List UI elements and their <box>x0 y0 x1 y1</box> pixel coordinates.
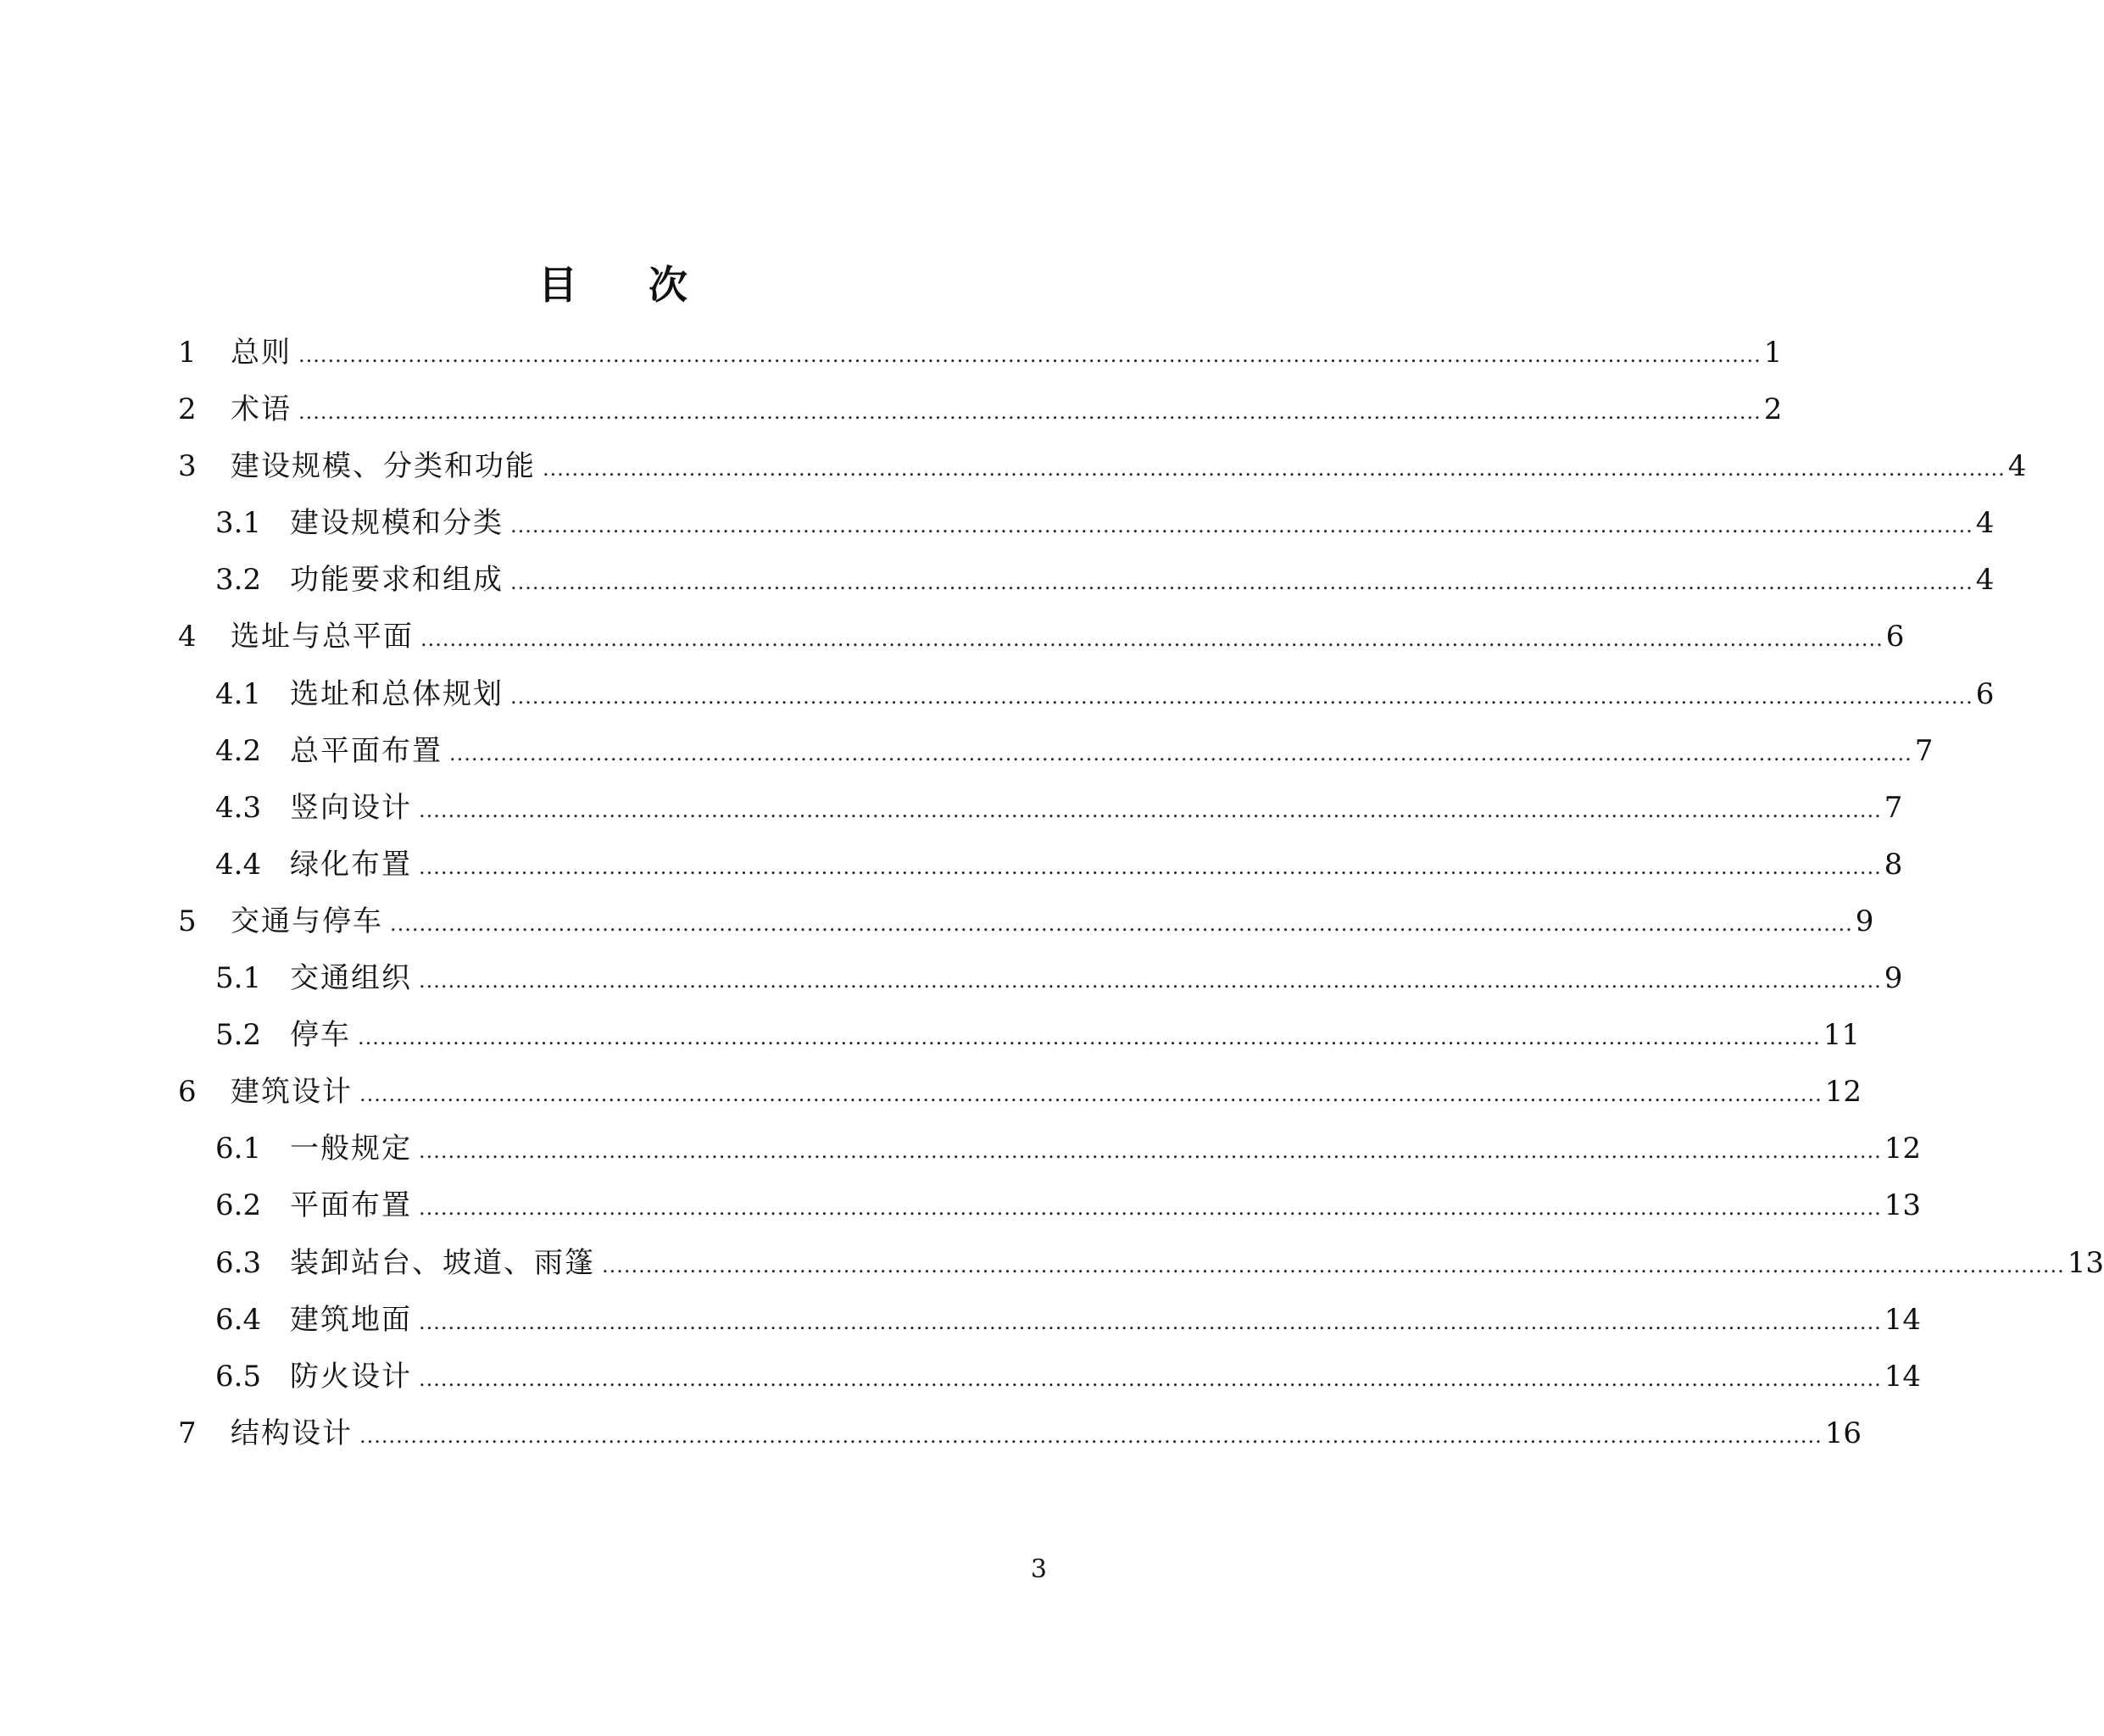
toc-entry-label: 总平面布置 <box>290 733 443 768</box>
toc-dot-leader: ........................................................................................................................................................................................................ <box>510 684 1973 709</box>
toc-entry-number: 4.3 <box>215 790 262 825</box>
toc-entry[interactable] <box>178 893 1874 950</box>
toc-entry-page: 6 <box>1885 620 1905 654</box>
toc-entry-page: 12 <box>1824 1075 1862 1110</box>
toc-dot-leader: ........................................................................................................................................................................................................ <box>298 400 1762 425</box>
toc-entry-label: 建筑设计 <box>231 1075 353 1110</box>
toc-entry[interactable] <box>178 552 1995 609</box>
toc-entry[interactable] <box>178 950 1903 1007</box>
toc-entry-number: 5.2 <box>215 1018 262 1053</box>
toc-dot-leader: ........................................................................................................................................................................................................ <box>543 457 2006 481</box>
toc-dot-leader: ........................................................................................................................................................................................................ <box>419 969 1882 993</box>
toc-dot-leader: ........................................................................................................................................................................................................ <box>419 1139 1882 1164</box>
toc-entry-page: 4 <box>1975 563 1995 598</box>
toc-entry[interactable] <box>178 1177 1922 1234</box>
toc-dot-leader: ........................................................................................................................................................................................................ <box>419 1196 1882 1221</box>
toc-entry-label: 功能要求和组成 <box>290 563 504 598</box>
toc-entry-label: 防火设计 <box>290 1359 412 1394</box>
toc-entry-number: 6.1 <box>215 1132 262 1166</box>
toc-entry-page: 12 <box>1884 1132 1922 1166</box>
toc-entry-number: 3.1 <box>215 506 262 541</box>
toc-entry-number: 5.1 <box>215 961 262 996</box>
toc-entry[interactable] <box>178 1292 1922 1349</box>
toc-dot-leader: ........................................................................................................................................................................................................ <box>419 1366 1882 1391</box>
toc-entry-page: 9 <box>1855 904 1874 938</box>
toc-entry-number: 4 <box>178 620 197 654</box>
toc-dot-leader: ........................................................................................................................................................................................................ <box>449 741 1912 765</box>
toc-dot-leader: ........................................................................................................................................................................................................ <box>359 1423 1823 1448</box>
page-number: 3 <box>1030 1555 1047 1584</box>
toc-entry-label: 建设规模和分类 <box>290 506 504 541</box>
toc-entry-label: 结构设计 <box>231 1416 353 1450</box>
toc-entry-label: 选址和总体规划 <box>290 676 504 711</box>
toc-entry-number: 4.1 <box>215 676 262 711</box>
toc-entry[interactable] <box>178 325 1783 381</box>
toc-entry[interactable] <box>178 609 1905 665</box>
toc-entry[interactable] <box>178 1349 1922 1405</box>
toc-entry-page: 1 <box>1763 336 1783 370</box>
toc-dot-leader: ........................................................................................................................................................................................................ <box>419 1310 1882 1334</box>
toc-entry-number: 4.2 <box>215 733 262 768</box>
toc-dot-leader: ........................................................................................................................................................................................................ <box>358 1026 1821 1050</box>
toc-entry-label: 交通组织 <box>290 961 412 996</box>
toc-entry-number: 6.5 <box>215 1359 262 1394</box>
toc-dot-leader: ........................................................................................................................................................................................................ <box>298 343 1762 367</box>
toc-entry-number: 1 <box>178 336 197 370</box>
toc-entry-page: 13 <box>2067 1245 2104 1280</box>
toc-entry-number: 3.2 <box>215 563 262 598</box>
toc-entry[interactable] <box>178 837 1903 893</box>
toc-entry-page: 7 <box>1914 733 1934 768</box>
toc-entry[interactable] <box>178 1235 2104 1292</box>
toc-entry-number: 6.4 <box>215 1302 262 1337</box>
toc-entry-label: 装卸站台、坡道、雨篷 <box>290 1245 595 1280</box>
toc-dot-leader: ........................................................................................................................................................................................................ <box>419 854 1882 879</box>
toc-entry-page: 7 <box>1884 790 1903 825</box>
toc-entry-label: 绿化布置 <box>290 847 412 882</box>
toc-entry-number: 3 <box>178 449 197 484</box>
page-title: 目 次 <box>537 261 716 308</box>
toc-entry[interactable] <box>178 1121 1922 1177</box>
toc-entry-label: 建设规模、分类和功能 <box>231 449 536 484</box>
toc-dot-leader: ........................................................................................................................................................................................................ <box>510 570 1973 595</box>
toc-entry-label: 平面布置 <box>290 1188 412 1223</box>
toc-entry-number: 4.4 <box>215 847 262 882</box>
toc-entry-label: 交通与停车 <box>231 904 383 938</box>
toc-entry-label: 一般规定 <box>290 1132 412 1166</box>
toc-entry[interactable] <box>178 666 1995 723</box>
toc-entry[interactable] <box>178 1007 1861 1064</box>
toc-entry[interactable] <box>178 495 1995 552</box>
toc-entry[interactable] <box>178 1405 1862 1462</box>
toc-entry[interactable] <box>178 1064 1862 1121</box>
toc-entry-page: 9 <box>1884 961 1903 996</box>
toc-entry-page: 6 <box>1975 676 1995 711</box>
toc-entry-page: 14 <box>1884 1302 1922 1337</box>
toc-dot-leader: ........................................................................................................................................................................................................ <box>359 1082 1823 1107</box>
toc-entry-number: 6 <box>178 1075 197 1110</box>
toc-entry-label: 建筑地面 <box>290 1302 412 1337</box>
toc-dot-leader: ........................................................................................................................................................................................................ <box>390 911 1853 936</box>
toc-entry[interactable] <box>178 438 2027 495</box>
toc-entry-number: 6.3 <box>215 1245 262 1280</box>
toc-entry-label: 术语 <box>231 392 292 427</box>
toc-entry[interactable] <box>178 723 1934 780</box>
toc-entry-label: 选址与总平面 <box>231 620 414 654</box>
toc-dot-leader: ........................................................................................................................................................................................................ <box>602 1253 2065 1277</box>
toc-entry-page: 4 <box>1975 506 1995 541</box>
toc-dot-leader: ........................................................................................................................................................................................................ <box>510 514 1973 538</box>
toc-entry-number: 5 <box>178 904 197 938</box>
toc-entry-page: 8 <box>1884 847 1903 882</box>
toc-entry-label: 竖向设计 <box>290 790 412 825</box>
toc-entry-number: 2 <box>178 392 197 427</box>
toc-entry-label: 停车 <box>290 1018 351 1053</box>
toc-entry[interactable] <box>178 381 1783 438</box>
toc-entry-page: 11 <box>1823 1018 1861 1053</box>
toc-entry-page: 2 <box>1763 392 1783 427</box>
toc-entry-page: 14 <box>1884 1359 1922 1394</box>
toc-entry-page: 13 <box>1884 1188 1922 1223</box>
toc-entry-number: 7 <box>178 1416 197 1450</box>
toc-entry-page: 16 <box>1824 1416 1862 1450</box>
toc-dot-leader: ........................................................................................................................................................................................................ <box>420 627 1884 652</box>
toc-entry-number: 6.2 <box>215 1188 262 1223</box>
toc-entry-page: 4 <box>2007 449 2027 484</box>
table-of-contents <box>178 325 2104 1462</box>
toc-entry[interactable] <box>178 780 1903 837</box>
toc-dot-leader: ........................................................................................................................................................................................................ <box>419 798 1882 822</box>
toc-entry-label: 总则 <box>231 336 292 370</box>
